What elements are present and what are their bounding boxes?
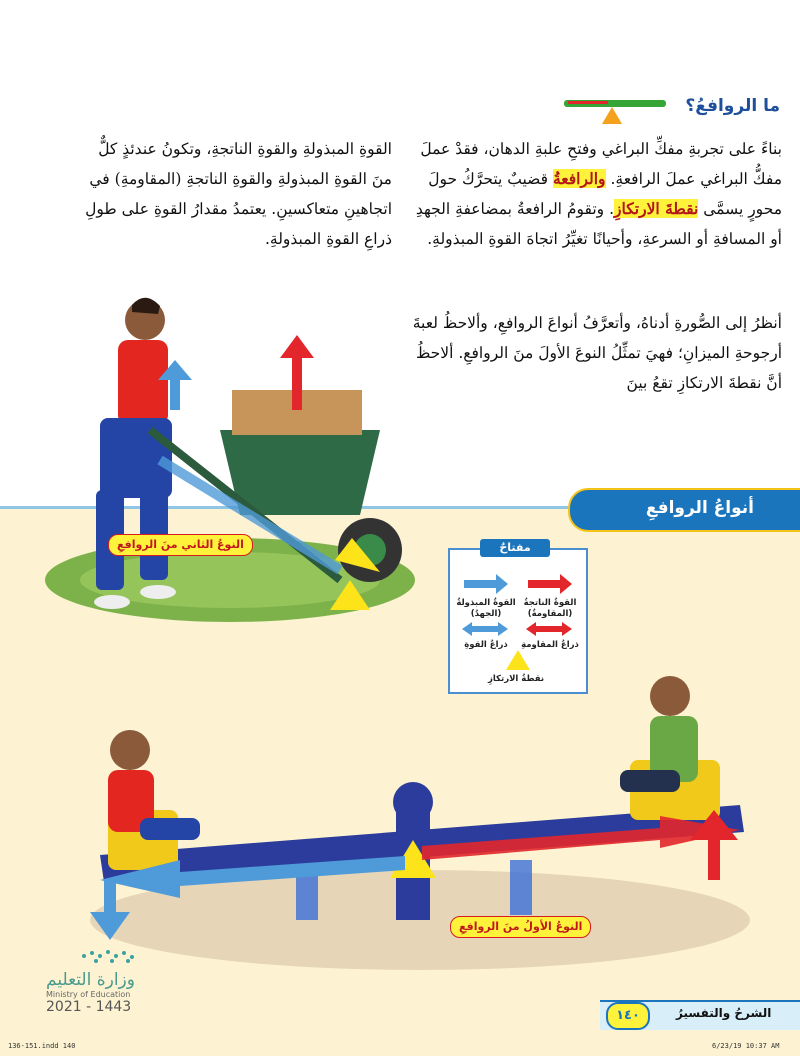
lever-term: والرافعةُ: [552, 169, 606, 188]
second-class-lever-tag: النوعُ الثاني منَ الروافعِ: [108, 534, 253, 556]
continued-paragraph: القوةِ المبذولةِ والقوةِ الناتجةِ، وتكونُ عندئذٍ كلٌّ منَ القوةِ المبذولةِ والقوةِ الناتجةِ (المقاومةِ) في اتجاهينِ متعاكسينِ. يعتمدُ مقدارُ القوةِ على طولِ ذراعِ القوةِ المبذولةِ.: [85, 140, 392, 248]
legend-output-force: القوةُ الناتجةُ (المقاومةُ): [523, 598, 577, 619]
fulcrum-term: نقطةَ الارتكازِ: [614, 199, 699, 218]
print-slug-right: 6/23/19 10:37 AM: [712, 1042, 780, 1050]
intro-paragraph: [412, 134, 782, 254]
key-title: مفتاحٌ: [480, 539, 550, 557]
ministry-english: Ministry of Education: [46, 990, 131, 999]
ministry-logo: [46, 944, 166, 1015]
legend-input-force: القوةُ المبذولةُ (الجهدُ): [456, 598, 516, 619]
legend-fulcrum: نقطةُ الارتكازِ: [487, 674, 545, 684]
lever-types-title-text: أنواعُ الروافعِ: [645, 498, 754, 518]
page-number: ١٤٠: [606, 1002, 650, 1030]
ministry-arabic: وزارة التعليم: [46, 970, 135, 990]
heading-row: [560, 96, 780, 128]
lever-types-title: [568, 488, 800, 532]
print-slug-left: 136-151.indd 140: [8, 1042, 76, 1050]
intro-text-end: . وتقومُ الرافعةُ بمضاعفةِ الجهدِ أو المسافةِ أو السرعةِ، وأحيانًا تغيِّرُ اتجاهَ القوةِ المبذولةِ.: [415, 200, 782, 248]
ministry-emblem-dots: [76, 944, 146, 966]
section-heading: ما الروافعُ؟: [685, 96, 780, 116]
first-class-lever-tag: النوعُ الأولُ منَ الروافعِ: [450, 916, 591, 938]
intro-text: بناءً على تجربةِ مفكِّ البراغي وفتحِ علبةِ الدهان، فقدْ عملَ مفكُّ البراغي عملَ الرافعةِ.: [420, 140, 782, 188]
intro-text-mid: قضيبٌ يتحرَّكُ حولَ محورٍ يسمَّى: [428, 170, 782, 218]
footer-section-label: الشرحُ والتفسيرُ: [676, 1006, 772, 1020]
seesaw-icon: [560, 96, 670, 128]
seesaw-photo: [60, 650, 780, 970]
edition-year: 2021 - 1443: [46, 999, 132, 1015]
wheelbarrow-photo: [40, 280, 420, 630]
legend-force-arm: ذراعُ القوةِ: [464, 640, 508, 650]
legend-resistance-arm: ذراعُ المقاومةِ: [521, 640, 579, 650]
observe-paragraph: أنظرُ إلى الصُّورةِ أدناهُ، وأتعرَّفُ أنواعَ الروافعِ، وألاحظُ لعبةَ أرجوحةِ الميزانِ؛ فهيَ تمثِّلُ النوعَ الأولَ منَ الروافعِ. ألاحظُ أنَّ نقطةَ الارتكازِ تقعُ بينَ: [412, 314, 782, 392]
